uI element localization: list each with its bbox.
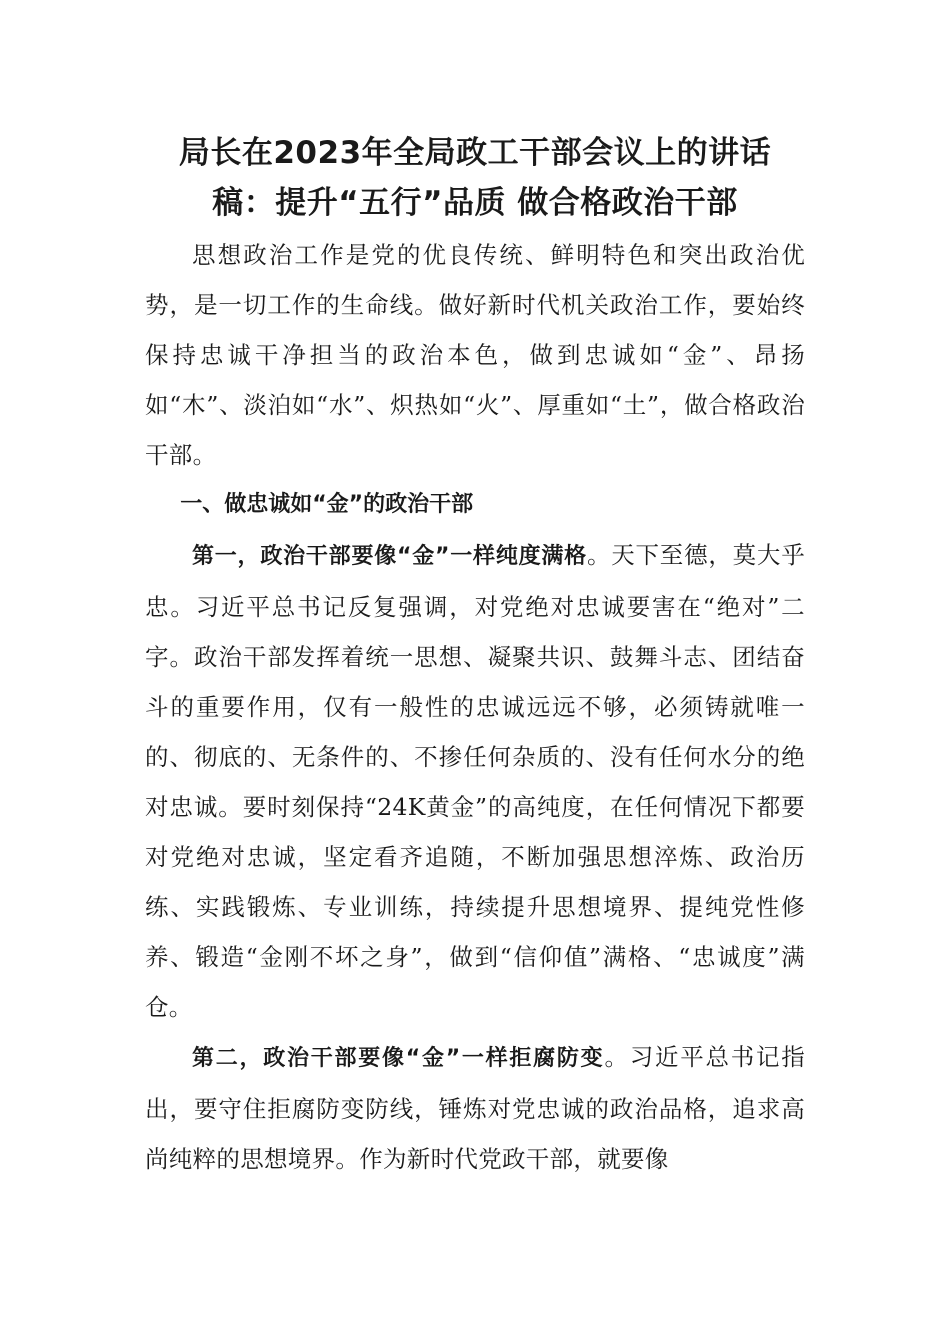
intro-paragraph: 思想政治工作是党的优良传统、鲜明特色和突出政治优势，是一切工作的生命线。做好新时代机关政治工作，要始终保持忠诚干净担当的政治本色，做到忠诚如“金”、昂扬如“木”、淡泊如“水”、炽热如“火”、厚重如“土”，做合格政治干部。 <box>145 241 805 469</box>
paragraph-1-body: 。天下至德，莫大乎忠。习近平总书记反复强调，对党绝对忠诚要害在“绝对”二字。政治干部发挥着统一思想、凝聚共识、鼓舞斗志、团结奋斗的重要作用，仅有一般性的忠诚远远不够，必须铸就唯一的、彻底的、无条件的、不掺任何杂质的、没有任何水分的绝对忠诚。要时刻保持“24K黄金”的高纯度，在任何情况下都要对党绝对忠诚，坚定看齐追随，不断加强思想淬炼、政治历练、实践锻炼、专业训练，持续提升思想境界、提纯党性修养、锻造“金刚不坏之身”，做到“信仰值”满格、“忠诚度”满仓。 <box>145 541 805 1021</box>
paragraph-2 <box>145 1032 805 1184</box>
paragraph-2-body: 。习近平总书记指出，要守住拒腐防变防线，锤炼对党忠诚的政治品格，追求高尚纯粹的思想境界。作为新时代党政干部，就要像 <box>145 1043 805 1173</box>
paragraph-1 <box>145 530 805 1032</box>
document-title <box>145 128 805 228</box>
title-line-1: 局长在2023年全局政工干部会议上的讲话 <box>178 135 772 171</box>
paragraph-2-lead: 第二，政治干部要像“金”一样拒腐防变 <box>192 1046 605 1071</box>
title-line-2: 稿：提升“五行”品质 做合格政治干部 <box>212 185 738 221</box>
section-heading-1: 一、做忠诚如“金”的政治干部 <box>180 492 474 517</box>
paragraph-1-lead: 第一，政治干部要像“金”一样纯度满格 <box>192 544 587 569</box>
document-page <box>145 128 805 1184</box>
